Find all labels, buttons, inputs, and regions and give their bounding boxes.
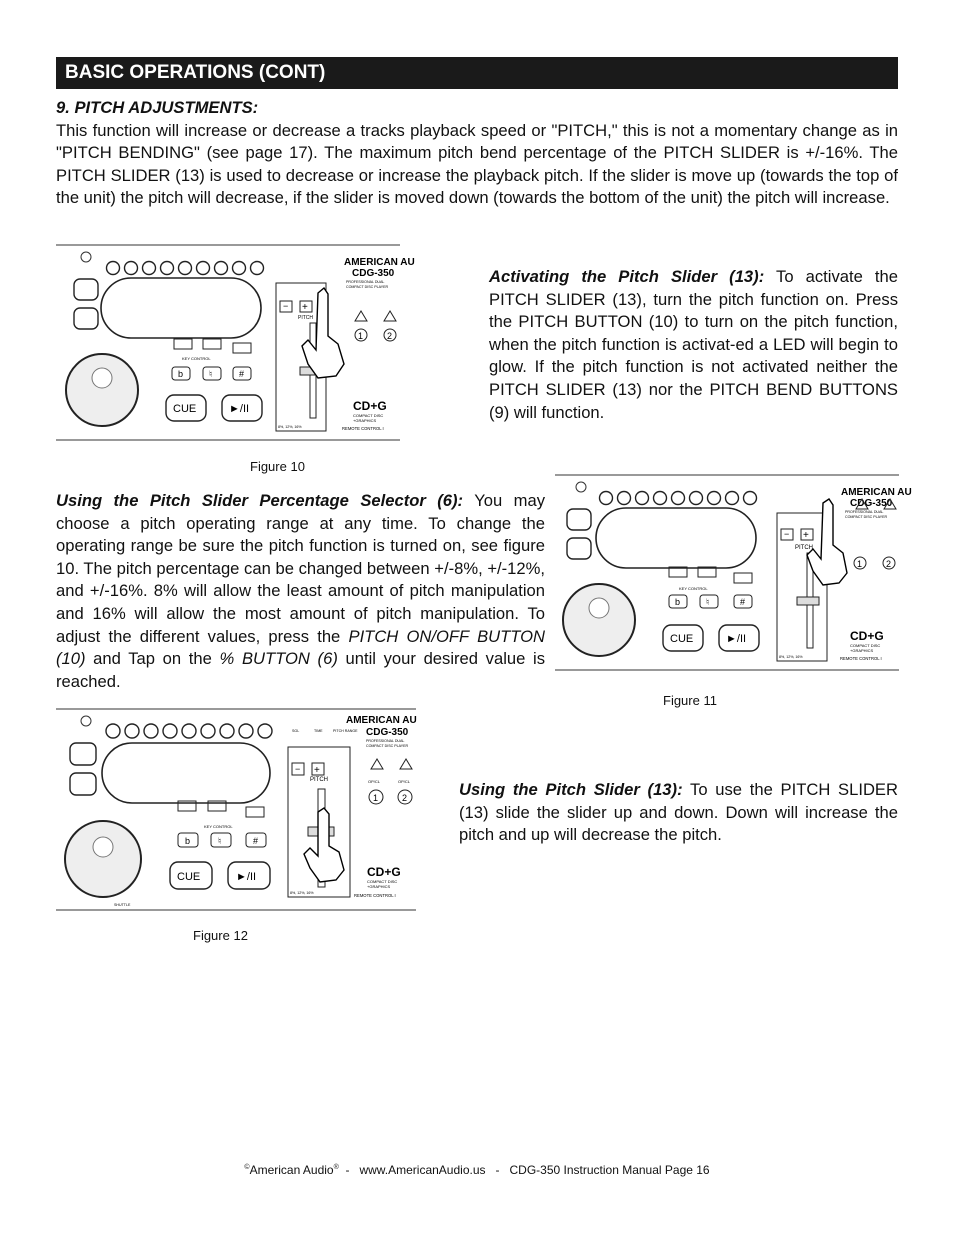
time-label: TIME [314, 729, 323, 733]
natural-label: ♮ [209, 369, 213, 379]
pointing-hand-icon [807, 499, 847, 585]
jog-wheel [66, 354, 138, 426]
selector-body-2: and Tap on the [85, 649, 220, 669]
footer-text: - www.AmericanAudio.us - CDG-350 Instruction Manual Page 16 [338, 1163, 710, 1177]
one-label: 1 [358, 331, 364, 341]
using-heading: Using the Pitch Slider (13): [459, 780, 683, 799]
selector-paragraph [56, 490, 545, 693]
cdg-sub-2: +GRAPHICS [850, 648, 874, 653]
subtitle-1: PROFESSIONAL DUAL [346, 280, 385, 284]
figure-11-caption: Figure 11 [663, 693, 717, 708]
flat-label: b [675, 597, 681, 607]
pitch-label: PITCH [310, 777, 328, 783]
cdg-sub-2: +GRAPHICS [353, 418, 377, 423]
figure-10-caption: Figure 10 [250, 459, 305, 474]
device-panel-fig10 [56, 243, 415, 443]
activating-body: To activate the PITCH SLIDER (13), turn the pitch function on. Press the PITCH BUTTON (10) to turn on the pitch function, when the pitch function is activat-ed a LED will begin to glow. If the pitch function is not activated neither the PITCH SLIDER (13) nor the PITCH BEND BUTTONS (9) will function. [489, 267, 898, 422]
activating-heading: Activating the Pitch Slider (13): [489, 267, 765, 286]
subtitle-1: PROFESSIONAL DUAL [366, 739, 405, 743]
activating-paragraph [489, 266, 898, 424]
jog-icon [81, 252, 91, 262]
lcd-display [596, 508, 756, 568]
plus-label: + [803, 530, 809, 541]
subtitle-2: COMPACT DISC PLAYER [346, 285, 389, 289]
sharp-label: # [740, 597, 746, 607]
selector-body-3: until your desired value is reached. [56, 649, 545, 691]
pointing-hand-icon [304, 808, 344, 882]
cue-label: CUE [177, 871, 201, 883]
flat-label: b [178, 369, 184, 379]
cdg-logo: CD+G [353, 399, 387, 413]
sharp-label: # [253, 836, 259, 846]
subtitle-2: COMPACT DISC PLAYER [366, 744, 409, 748]
cue-label: CUE [173, 403, 197, 415]
one-label: 1 [373, 793, 379, 803]
registered-symbol: ® [333, 1164, 339, 1171]
section-using [459, 779, 898, 847]
plus-label: + [314, 765, 320, 776]
pitch-slider[interactable] [797, 597, 819, 605]
remote-label: REMOTE CONTROL I [840, 656, 882, 661]
using-body: To use the PITCH SLIDER (13) slide the slider up and down. Down will increase the pitch and up will decrease the pitch. [459, 780, 898, 845]
jog-wheel [563, 584, 635, 656]
jog-icon [81, 716, 91, 726]
cdg-sub-1: COMPACT DISC [353, 413, 384, 418]
page-footer [0, 1163, 954, 1177]
section-body: This function will increase or decrease a tracks playback speed or "PITCH," this is not a momentary change as in "PITCH BENDING" (see page 17). The maximum pitch bend percentage of the PITCH SLIDER is +/-16%. The PITCH SLIDER (13) is used to decrease or increase the playback pitch. If the slider is move up (towards the top of the unit) the pitch will decrease, if the slider is moved down (towards the bottom of the unit) the pitch will increase. [56, 120, 898, 208]
figure-12-illustration [56, 707, 416, 913]
two-label: 2 [886, 559, 892, 569]
device-panel-fig11 [555, 473, 912, 673]
subtitle-1: PROFESSIONAL DUAL [845, 510, 884, 514]
section-pitch-adjustments [56, 97, 898, 210]
brand-label: AMERICAN AU [346, 715, 417, 726]
device-panel-fig12 [56, 707, 416, 913]
section-selector [56, 490, 545, 693]
flat-label: b [185, 836, 191, 846]
cue-label: CUE [670, 633, 694, 645]
cdg-sub-1: COMPACT DISC [850, 643, 881, 648]
subtitle-2: COMPACT DISC PLAYER [845, 515, 888, 519]
two-label: 2 [402, 793, 408, 803]
pitch-range-label: PITCH RANGE [333, 729, 358, 733]
model-label: CDG-350 [850, 498, 893, 509]
figure-11-illustration [555, 473, 912, 673]
key-control-label: KEY CONTROL [679, 586, 708, 591]
play-pause-label: ►/II [236, 871, 257, 883]
cdg-sub-2: +GRAPHICS [367, 884, 391, 889]
pitch-label: PITCH [298, 315, 313, 321]
brand-label: AMERICAN AU [344, 257, 415, 268]
pitch-label: PITCH [795, 545, 813, 551]
key-control-label: KEY CONTROL [204, 824, 233, 829]
selector-heading: Using the Pitch Slider Percentage Selector (6): [56, 491, 464, 510]
lcd-display [102, 743, 270, 803]
sharp-label: # [239, 369, 245, 379]
copyright-symbol: © [244, 1164, 250, 1171]
natural-label: ♮ [706, 597, 710, 607]
play-pause-label: ►/II [726, 633, 747, 645]
section-banner: BASIC OPERATIONS (CONT) [56, 57, 898, 89]
figure-12-caption: Figure 12 [193, 928, 248, 943]
minus-label: − [283, 301, 289, 311]
remote-label: REMOTE CONTROL I [354, 893, 396, 898]
cdg-sub-1: COMPACT DISC [367, 879, 398, 884]
plus-label: + [302, 302, 308, 313]
key-control-label: KEY CONTROL [182, 356, 211, 361]
one-label: 1 [857, 559, 863, 569]
jog-wheel [65, 821, 141, 897]
brand-label: AMERICAN AU [841, 487, 912, 498]
natural-label: ♮ [218, 836, 222, 846]
sgl-label: SGL [292, 729, 300, 733]
minus-label: − [784, 529, 790, 539]
range-label: 8%, 12%, 16% [779, 655, 803, 659]
play-pause-label: ►/II [229, 403, 250, 415]
section-heading: 9. PITCH ADJUSTMENTS: [56, 98, 259, 117]
two-label: 2 [387, 331, 393, 341]
op-cl-label-1: OP/CL [368, 779, 381, 784]
remote-label: REMOTE CONTROL I [342, 426, 384, 431]
op-cl-label-2: OP/CL [398, 779, 411, 784]
range-label: 8%, 12%, 16% [278, 425, 302, 429]
selector-italic-2: % BUTTON (6) [219, 649, 338, 669]
range-label: 8%, 12%, 16% [290, 891, 314, 895]
cdg-logo: CD+G [850, 629, 884, 643]
model-label: CDG-350 [352, 268, 395, 279]
figure-10-illustration [56, 243, 415, 443]
lcd-display [101, 278, 261, 338]
shuttle-label: SHUTTLE [114, 903, 131, 907]
selector-body-1: You may choose a pitch operating range at any time. To change the operating range be sure the pitch function is turned on, see figure 10. The pitch percentage can be changed between +/-8%, +/-12%, and +/-16%. 8% will allow the least amount of pitch manipulation and 16% will allow the most amount of pitch manipulation. To adjust the different values, press the [56, 491, 545, 646]
cdg-logo: CD+G [367, 865, 401, 879]
using-paragraph [459, 779, 898, 847]
section-activating [489, 266, 898, 424]
jog-icon [576, 482, 586, 492]
footer-brand: American Audio [249, 1163, 334, 1177]
model-label: CDG-350 [366, 727, 409, 738]
minus-label: − [295, 764, 301, 774]
selector-italic-1: PITCH ON/OFF BUTTON (10) [56, 626, 545, 669]
